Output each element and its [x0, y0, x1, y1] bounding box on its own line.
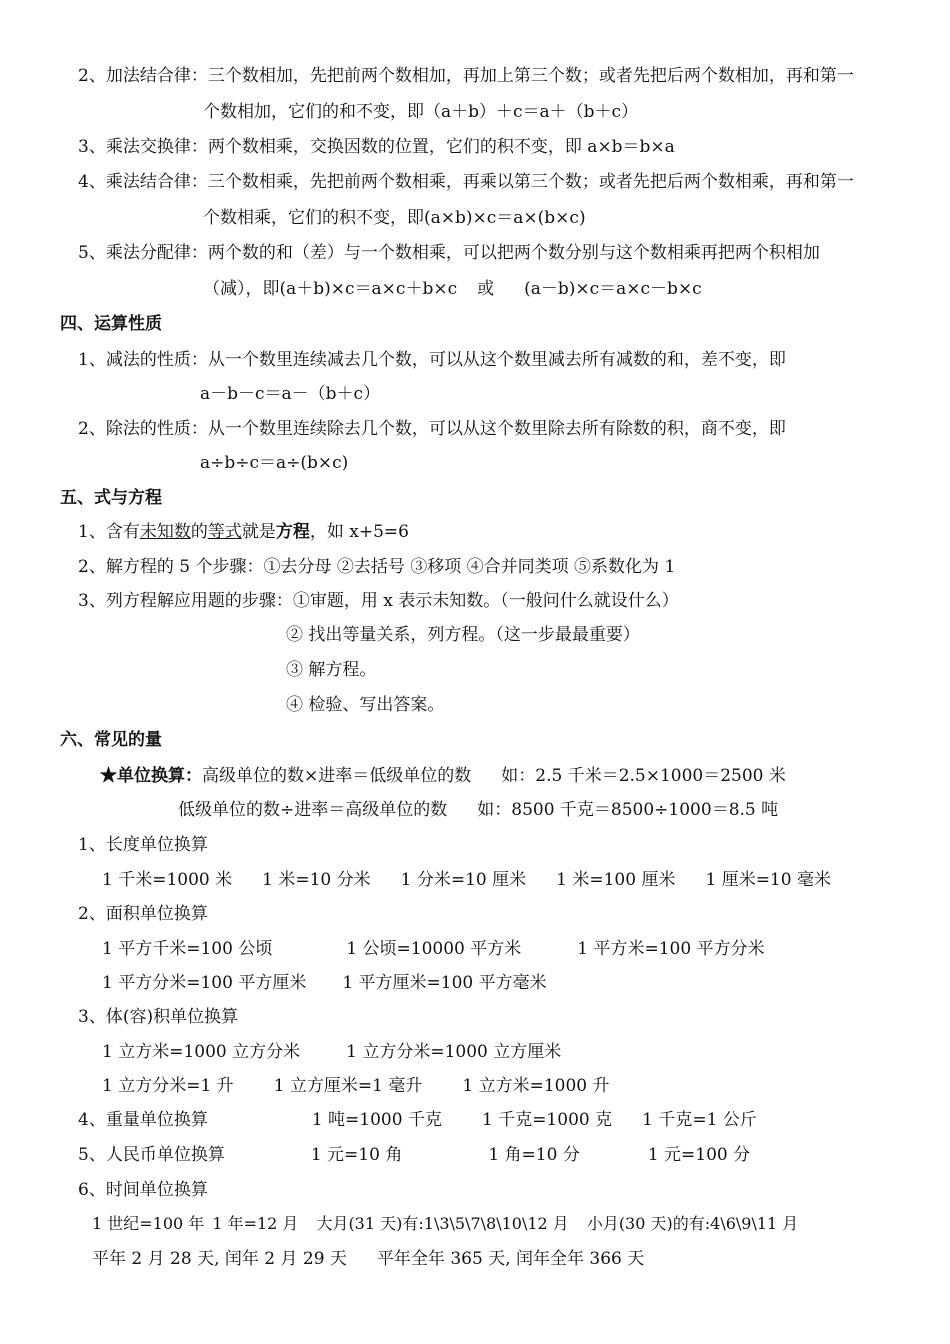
term-unknown: 未知数: [139, 522, 191, 542]
prop-1-line-1: 1、减法的性质：从一个数里连续减去几个数，可以从这个数里减去所有减数的和，差不变，即: [78, 350, 786, 370]
prop-2-line-1: 2、除法的性质：从一个数里连续除去几个数，可以从这个数里除去所有除数的积，商不变，即: [78, 419, 786, 439]
law-2-line-1: 2、加法结合律：三个数相加，先把前两个数相加，再加上第三个数；或者先把后两个数相加，再和第一: [78, 66, 854, 86]
area-item: 1 平方厘米=100 平方毫米: [342, 973, 547, 993]
time-item: 平年 2 月 28 天, 闰年 2 月 29 天: [92, 1249, 347, 1269]
length-item: 1 千米=1000 米: [102, 870, 233, 890]
term-equality: 等式: [207, 522, 242, 542]
length-item: 1 分米=10 厘米: [400, 870, 527, 890]
length-item: 1 米=10 分米: [262, 870, 371, 890]
section-6-title: 六、常见的量: [60, 730, 162, 750]
law-5-line-2: [203, 278, 702, 300]
area-item: 1 平方米=100 平方分米: [577, 939, 765, 959]
section-5-title: 五、式与方程: [60, 488, 162, 508]
section-4-title: 四、运算性质: [60, 314, 162, 334]
time-item: 1 世纪=100 年: [92, 1214, 205, 1233]
unit-conversion-rule-1: [100, 765, 786, 787]
weight-row: [78, 1109, 757, 1131]
def-example: ，如 x+5=6: [309, 522, 409, 542]
law-4-line-1: 4、乘法结合律：三个数相乘，先把前两个数相乘，再乘以第三个数；或者先把后两个数相乘，再和第一: [78, 172, 854, 192]
law-4-line-2: 个数相乘，它们的积不变，即(a×b)×c＝a×(b×c): [203, 208, 586, 228]
rule-high-to-low: 高级单位的数×进率＝低级单位的数: [202, 766, 472, 786]
weight-item: 1 千克=1000 克: [481, 1110, 613, 1130]
weight-item: 1 吨=1000 千克: [311, 1110, 442, 1130]
length-row: [102, 869, 831, 891]
law-3-line: 3、乘法交换律：两个数相乘，交换因数的位置，它们的积不变，即 a×b＝b×a: [78, 137, 675, 157]
area-title: 2、面积单位换算: [78, 904, 208, 924]
word-problem-step-2: ② 找出等量关系，列方程。（这一步最最重要）: [286, 625, 640, 645]
law-5-line-1: 5、乘法分配律：两个数的和（差）与一个数相乘，可以把两个数分别与这个数相乘再把两个积相加: [78, 243, 820, 263]
volume-title: 3、体(容)积单位换算: [78, 1007, 239, 1027]
area-row-2: [102, 972, 547, 994]
rmb-item: 1 元=10 角: [310, 1145, 403, 1165]
def-prefix: 1、含有: [78, 522, 140, 542]
law-5-formula-diff: (a－b)×c＝a×c－b×c: [524, 279, 702, 299]
law-5-formula-sum: （减），即(a＋b)×c＝a×c＋b×c: [203, 279, 458, 299]
rmb-item: 1 元=100 分: [647, 1145, 751, 1165]
area-item: 1 平方分米=100 平方厘米: [102, 973, 307, 993]
time-item: 平年全年 365 天, 闰年全年 366 天: [376, 1249, 645, 1269]
rule-low-to-high-example: 如：8500 千克＝8500÷1000＝8.5 吨: [477, 800, 779, 820]
equation-steps: 2、解方程的 5 个步骤：①去分母 ②去括号 ③移项 ④合并同类项 ⑤系数化为 1: [78, 557, 676, 577]
time-title: 6、时间单位换算: [78, 1180, 208, 1200]
word-problem-step-3: ③ 解方程。: [286, 660, 377, 680]
time-row-1: [92, 1213, 798, 1235]
volume-item: 1 立方分米=1 升: [102, 1076, 234, 1096]
length-title: 1、长度单位换算: [78, 835, 208, 855]
weight-title: 4、重量单位换算: [78, 1110, 208, 1130]
time-item: 大月(31 天)有:1\3\5\7\8\10\12 月: [316, 1214, 569, 1233]
equation-definition: [78, 521, 409, 543]
rmb-title: 5、人民币单位换算: [78, 1145, 225, 1165]
def-particle: 的: [190, 522, 208, 542]
area-row-1: [102, 938, 765, 960]
law-2-line-2: 个数相加，它们的和不变，即（a＋b）＋c＝a＋（b＋c）: [203, 102, 639, 122]
length-item: 1 厘米=10 毫米: [705, 870, 831, 890]
volume-item: 1 立方分米=1000 立方厘米: [346, 1042, 562, 1062]
prop-1-line-2: a－b－c＝a－（b＋c）: [200, 384, 381, 404]
word-problem-steps: 3、列方程解应用题的步骤：①审题，用 x 表示未知数。（一般问什么就设什么）: [78, 591, 679, 611]
volume-item: 1 立方米=1000 立方分米: [102, 1042, 301, 1062]
rmb-row: [78, 1144, 750, 1166]
rule-high-to-low-example: 如：2.5 千米＝2.5×1000＝2500 米: [501, 766, 786, 786]
unit-conversion-rule-2: [178, 799, 778, 821]
term-equation: 方程: [275, 522, 310, 542]
time-row-2: [92, 1248, 644, 1270]
rule-low-to-high: 低级单位的数÷进率＝高级单位的数: [178, 800, 448, 820]
volume-row-2: [102, 1075, 610, 1097]
def-is: 就是: [241, 522, 276, 542]
prop-2-line-2: a÷b÷c＝a÷(b×c): [200, 453, 349, 473]
law-5-or: 或: [477, 279, 495, 299]
rmb-item: 1 角=10 分: [488, 1145, 580, 1165]
star-label: ★单位换算：: [100, 766, 202, 786]
area-item: 1 公顷=10000 平方米: [346, 939, 522, 959]
weight-item: 1 千克=1 公斤: [642, 1110, 757, 1130]
area-item: 1 平方千米=100 公顷: [102, 939, 273, 959]
word-problem-step-4: ④ 检验、写出答案。: [286, 695, 445, 715]
time-item: 小月(30 天)的有:4\6\9\11 月: [586, 1214, 799, 1233]
volume-row-1: [102, 1041, 561, 1063]
volume-item: 1 立方米=1000 升: [462, 1076, 610, 1096]
length-item: 1 米=100 厘米: [556, 870, 676, 890]
time-item: 1 年=12 月: [212, 1214, 299, 1233]
volume-item: 1 立方厘米=1 毫升: [273, 1076, 423, 1096]
